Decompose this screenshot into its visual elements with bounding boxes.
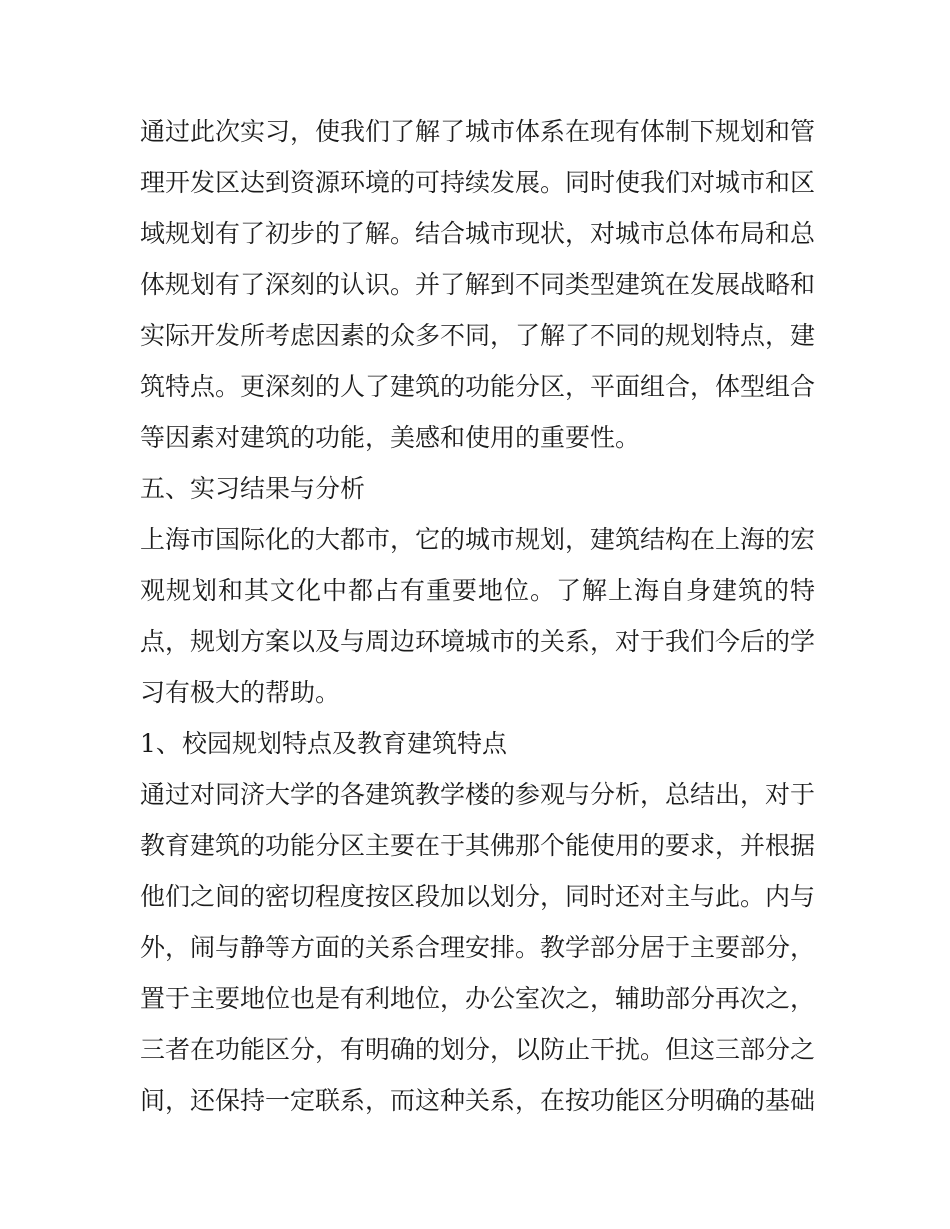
section-heading: 五、实习结果与分析	[140, 474, 366, 503]
paragraph-shanghai-overview: 上海市国际化的大都市，它的城市规划，建筑结构在上海的宏观规划和其文化中都占有重要地位。了解上海自身建筑的特点，规划方案以及与周边环境城市的关系，对于我们今后的学习有极大的帮助。	[140, 525, 816, 707]
document-body	[140, 106, 815, 1126]
subheading-number: 1、	[140, 729, 181, 758]
paragraph-internship-summary: 通过此次实习，使我们了解了城市体系在现有体制下规划和管理开发区达到资源环境的可持续发展。同时使我们对城市和区域规划有了初步的了解。结合城市现状，对城市总体布局和总体规划有了深刻的认识。并了解到不同类型建筑在发展战略和实际开发所考虑因素的众多不同，了解了不同的规划特点，建筑特点。更深刻的人了建筑的功能分区，平面组合，体型组合等因素对建筑的功能，美感和使用的重要性。	[140, 117, 816, 452]
paragraph-tongji-analysis: 通过对同济大学的各建筑教学楼的参观与分析，总结出，对于教育建筑的功能分区主要在于其佛那个能使用的要求，并根据他们之间的密切程度按区段加以划分，同时还对主与此。内与外，闹与静等方面的关系合理安排。教学部分居于主要部分，置于主要地位也是有利地位，办公室次之，辅助部分再次之，三者在功能区分，有明确的划分，以防止干扰。但这三部分之间，还保持一定联系，而这种关系，在按功能区分明确的基础	[140, 780, 816, 1115]
subheading-campus-planning	[140, 718, 815, 769]
subheading-text: 校园规划特点及教育建筑特点	[182, 729, 508, 758]
